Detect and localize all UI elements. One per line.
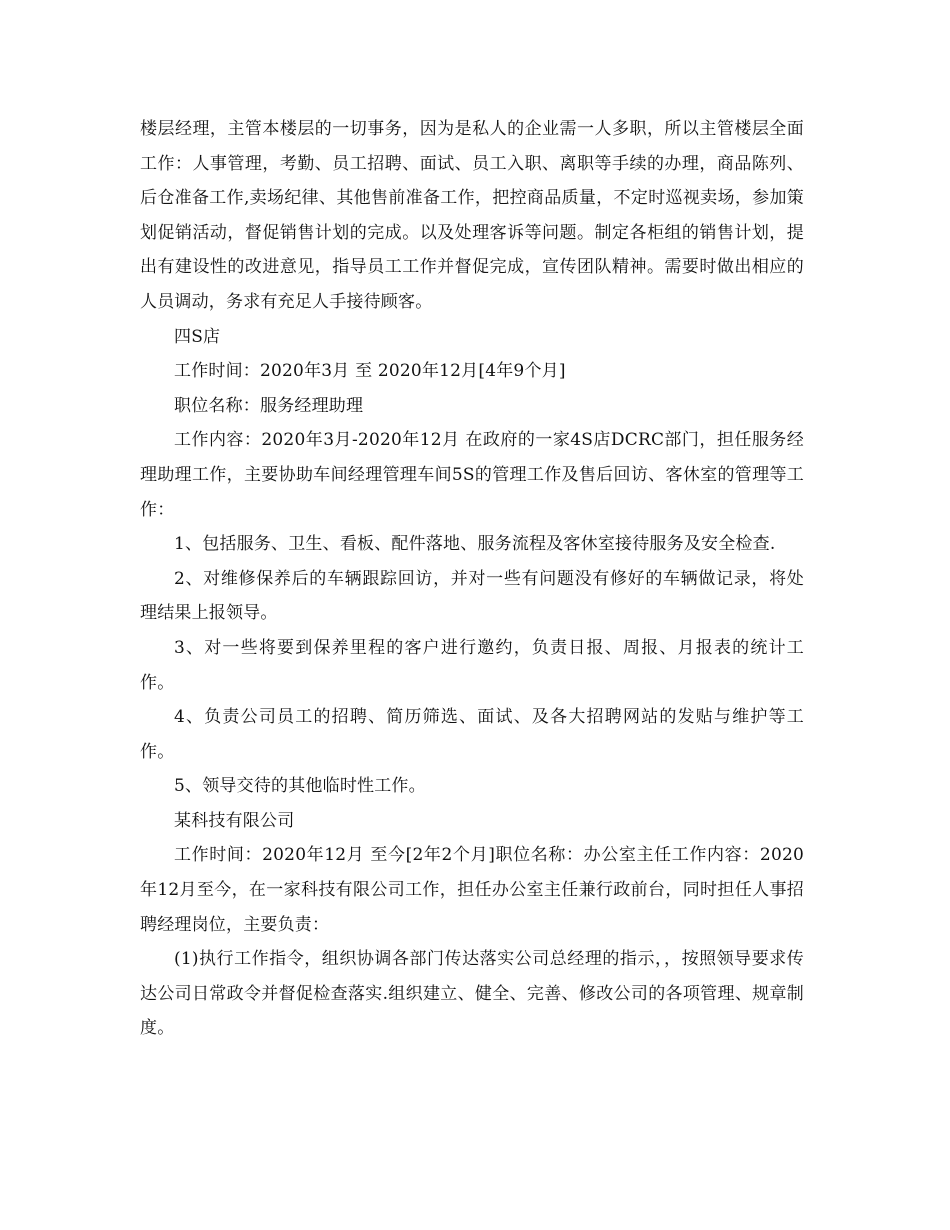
duty-item-1: 1、包括服务、卫生、看板、配件落地、服务流程及客休室接待服务及安全检查. bbox=[174, 534, 776, 555]
work-period-tech: 工作时间：2020年12月 至今[2年2个月]职位名称：办公室主任工作内容：2020年12月至今，在一家科技有限公司工作，担任办公室主任兼行政前台，同时担任人事招聘经理岗位，主要负责： bbox=[140, 845, 804, 935]
duty-item-5: 5、领导交待的其他临时性工作。 bbox=[174, 776, 426, 797]
position-title-4s-store: 职位名称：服务经理助理 bbox=[174, 395, 364, 416]
company-heading-tech: 某科技有限公司 bbox=[174, 810, 295, 831]
duty-item-2: 2、对维修保养后的车辆跟踪回访，并对一些有问题没有修好的车辆做记录，将处理结果上报领导。 bbox=[140, 568, 804, 624]
work-content-4s-store: 工作内容：2020年3月-2020年12月 在政府的一家4S店DCRC部门，担任服务经理助理工作，主要协助车间经理管理车间5S的管理工作及售后回访、客休室的管理等工作： bbox=[140, 430, 804, 520]
work-period-4s-store: 工作时间：2020年3月 至 2020年12月[4年9个月] bbox=[174, 361, 566, 382]
duty-item-3: 3、对一些将要到保养里程的客户进行邀约，负责日报、周报、月报表的统计工作。 bbox=[140, 637, 804, 693]
duty-item-tech-1: (1)执行工作指令，组织协调各部门传达落实公司总经理的指示，，按照领导要求传达公司日常政令并督促检查落实.组织建立、健全、完善、修改公司的各项管理、规章制度。 bbox=[140, 949, 804, 1039]
company-heading-4s-store: 四S店 bbox=[174, 326, 221, 347]
duty-item-4: 4、负责公司员工的招聘、简历筛选、面试、及各大招聘网站的发贴与维护等工作。 bbox=[140, 707, 804, 762]
document-body bbox=[140, 112, 804, 1046]
paragraph-floor-manager-duties: 楼层经理，主管本楼层的一切事务，因为是私人的企业需一人多职，所以主管楼层全面工作：人事管理，考勤、员工招聘、面试、员工入职、离职等手续的办理，商品陈列、后仓准备工作,卖场纪律、其他售前准备工作，把控商品质量，不定时巡视卖场，参加策划促销活动，督促销售计划的完成。以及处理客诉等问题。制定各柜组的销售计划，提出有建设性的改进意见，指导员工工作并督促完成，宣传团队精神。需要时做出相应的人员调动，务求有充足人手接待顾客。 bbox=[140, 119, 804, 312]
